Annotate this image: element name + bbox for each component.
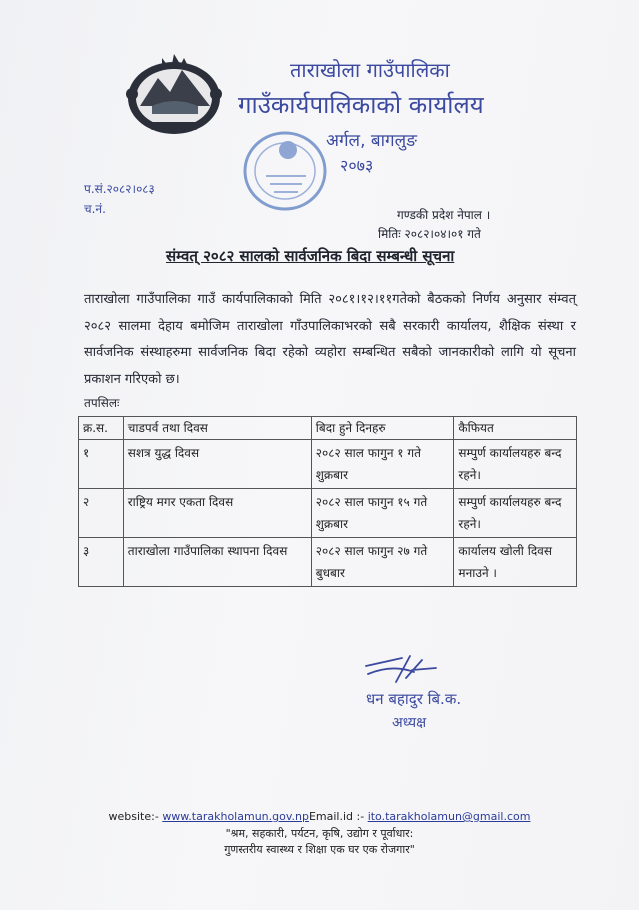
office-name: गाउँकार्यपालिकाको कार्यालय — [238, 91, 484, 119]
cell-festival: राष्ट्रिय मगर एकता दिवस — [123, 489, 311, 538]
holiday-table — [78, 416, 577, 587]
cell-remarks: कार्यालय खोली दिवस मनाउने । — [454, 538, 577, 587]
office-stamp-icon — [240, 128, 330, 214]
table-row — [79, 538, 577, 587]
signature-icon — [362, 652, 442, 688]
cell-sn: १ — [79, 440, 124, 489]
notice-title: संम्वत् २०८२ सालको सार्वजनिक बिदा सम्बन्धी सूचना — [166, 247, 455, 265]
col-header-festival: चाडपर्व तथा दिवस — [123, 417, 311, 440]
cell-sn: ३ — [79, 538, 124, 587]
nepal-emblem-icon — [122, 48, 226, 140]
org-name: ताराखोला गाउँपालिका — [290, 58, 450, 82]
cell-remarks: सम्पुर्ण कार्यालयहरु बन्द रहने। — [454, 489, 577, 538]
cell-date: २०८२ साल फागुन २७ गते बुधबार — [311, 538, 454, 587]
table-header-row — [79, 417, 577, 440]
notice-paragraph: ताराखोला गाउँपालिका गाउँ कार्यपालिकाको मिति २०८१।१२।११गतेको बैठकको निर्णय अनुसार संम्वत् २०८२ सालमा देहाय बमोजिम ताराखोला गाँउपालिकाभरको सबै सरकारी कार्यालय, शैक्षिक संस्था र सार्वजनिक संस्थाहरुमा सार्वजनिक बिदा रहेको व्यहोरा सम्बन्धित सबैको जानकारीको लागि यो सूचना प्रकाशन गरिएको छ। — [84, 292, 576, 387]
col-header-remarks: कैफियत — [454, 417, 577, 440]
cell-date: २०८२ साल फागुन १ गते शुक्रबार — [311, 440, 454, 489]
province-line: गण्डकी प्रदेश नेपाल । — [397, 208, 491, 222]
col-header-holiday-date: बिदा हुने दिनहरु — [311, 417, 454, 440]
details-label: तपसिलः — [84, 396, 120, 410]
cell-sn: २ — [79, 489, 124, 538]
established-year: २०७३ — [340, 156, 374, 175]
website-label: website:- — [108, 810, 159, 823]
cell-date: २०८२ साल फागुन १५ गते शुक्रबार — [311, 489, 454, 538]
signatory-name: धन बहादुर बि.क. — [366, 690, 462, 708]
chalani-number: च.नं. — [84, 202, 106, 216]
patra-sankhya: प.सं.२०८२।०८३ — [84, 182, 155, 196]
cell-festival: ताराखोला गाउँपालिका स्थापना दिवस — [123, 538, 311, 587]
col-header-sn: क्र.स. — [79, 417, 124, 440]
table-row — [79, 440, 577, 489]
signatory-role: अध्यक्ष — [392, 715, 427, 731]
email-link[interactable]: ito.tarakholamun@gmail.com — [367, 810, 531, 823]
cell-festival: सशत्र युद्ध दिवस — [123, 440, 311, 489]
table-row — [79, 489, 577, 538]
letter-date: मितिः २०८२।०४।०१ गते — [378, 227, 481, 241]
cell-remarks: सम्पुर्ण कार्यालयहरु बन्द रहने। — [454, 440, 577, 489]
footer-slogan-2: गुणस्तरीय स्वास्थ्य र शिक्षा एक घर एक रोजगार" — [224, 843, 415, 856]
notice-body — [84, 287, 576, 413]
website-link[interactable]: www.tarakholamun.gov.np — [162, 810, 309, 823]
email-label: Email.id :- — [308, 810, 365, 823]
footer-slogan-1: "श्रम, सहकारी, पर्यटन, कृषि, उद्योग र पूर्वाधार: — [225, 827, 414, 840]
office-address: अर्गल, बागलुङ — [326, 131, 417, 151]
footer-contact — [0, 810, 639, 823]
